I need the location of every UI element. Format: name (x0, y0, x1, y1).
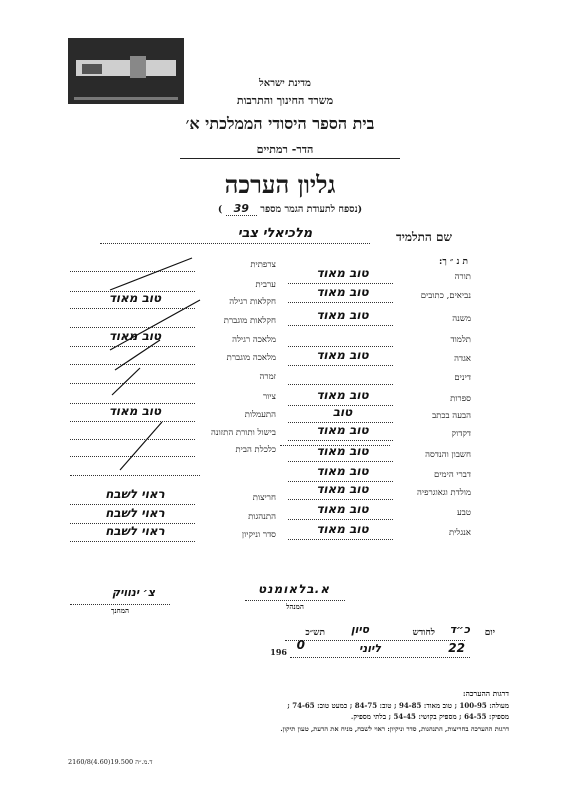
subject-label: תורה (454, 272, 471, 282)
date-year-digit: 0 (296, 638, 305, 652)
legend-line-2: מספיק: 64-55 ; מספיק בקושי: 54-45 ; בלתי מספיק. (350, 712, 509, 721)
grade-value: טוב מאוד (316, 285, 369, 299)
grade-value: טוב מאוד (108, 291, 162, 305)
grade-value: טוב מאוד (316, 444, 369, 458)
date-lachodesh: לחודש (412, 628, 435, 638)
principal-signature: א.בלאומנט (258, 582, 330, 596)
grade-value: טוב מאוד (316, 522, 369, 536)
subject-label: סדר וניקיון (241, 530, 276, 540)
subtitle-end: ) (217, 204, 223, 215)
date-line-2 (290, 657, 470, 658)
educator-line (70, 604, 170, 605)
educator-label: המחנך (110, 606, 130, 615)
student-label: שם התלמיד (395, 230, 452, 244)
grade-value: טוב (332, 405, 353, 419)
subject-label: משנה (452, 314, 471, 324)
subject-label: ערבית (255, 280, 276, 290)
subject-label: מולדת וגאוגרפיה (417, 488, 471, 498)
subject-label: אנגלית (448, 528, 471, 538)
legend-line-1: מעולה: 100-95 ; טוב מאוד: 94-85 ; טוב: 84-75 ; כמעט טוב: 74-65 ; (287, 701, 509, 710)
grade-value: ראוי לשבח (105, 524, 165, 538)
student-name: מלכיאלי צבי (237, 226, 313, 241)
principal-line (245, 600, 345, 601)
grade-value: טוב מאוד (316, 388, 369, 402)
legend-line-3: דרגות ההערכה בחריצות, התנהגות, סדר וניקיון: ראוי לשבח, מניח את הדעת, טעון תיקון. (280, 725, 509, 733)
subject-label: דינים (454, 373, 471, 383)
subject-label: חריצות (252, 493, 276, 503)
subject-label: ספרות (450, 394, 471, 404)
subject-label: צרפתית (250, 260, 276, 270)
grade-value: ראוי לשבח (105, 506, 165, 520)
subject-label: חקלאות רגילה (229, 297, 276, 307)
date-year-label: תש״כ (305, 628, 325, 638)
date-yom: יום (484, 628, 495, 638)
school-address: הדר- רמתיים (256, 143, 314, 156)
grade-value: טוב מאוד (316, 502, 369, 516)
subject-label: דברי הימים (434, 470, 471, 480)
subject-label: הבעה בכתב (432, 411, 471, 421)
grade-value: טוב מאוד (316, 482, 369, 496)
grade-value: טוב מאוד (316, 308, 369, 322)
grade-value: ראוי לשבח (105, 487, 165, 501)
subject-label: התעמלות (244, 410, 276, 420)
subject-label: תלמוד (450, 335, 471, 345)
document-title: גליון הערכה (224, 170, 336, 199)
grade-value: טוב מאוד (316, 423, 369, 437)
date-month-hebrew: סיון (350, 623, 370, 636)
certificate-number: 39 (226, 202, 257, 216)
subject-label: טבע (456, 508, 471, 518)
grade-value: טוב מאוד (316, 464, 369, 478)
subtitle-text: (נספח לתעודת הגמר מספר (260, 204, 363, 215)
subject-label: בישול ותורת התזונה (210, 428, 276, 438)
print-code: 2160/8(4.60)19.500 ד.מ.״ה (68, 758, 153, 766)
subject-label: מלאכה רגילה (232, 335, 276, 345)
grade-value: טוב מאוד (316, 266, 369, 280)
subject-label: חשבון והנדסה (425, 450, 471, 460)
subject-label: ציור (262, 392, 276, 402)
subject-label: אגדה (454, 354, 471, 364)
date-year-prefix: 196 (270, 647, 287, 657)
subject-label: מלאכה מוגברת (226, 353, 276, 363)
educator-signature: צ׳ ינוויק (111, 586, 155, 599)
tanakh-heading: ת נ ״ ך: (439, 257, 468, 267)
subject-label: חקלאות מוגברת (223, 316, 276, 326)
subject-label: כלכלת הבית (235, 445, 276, 455)
date-day-greg: 22 (448, 641, 465, 655)
subject-label: זמרה (259, 372, 276, 382)
principal-label: המנהל (286, 602, 304, 611)
date-day-hebrew: כ״ד (449, 623, 470, 636)
subject-label: התנהגות (248, 512, 276, 522)
school-name: בית הספר היסודי הממלכתי א׳ (185, 114, 375, 133)
country-name: מדינת ישראל (259, 78, 311, 89)
subject-label: נביאים, כתובים (420, 291, 471, 301)
grade-value: טוב מאוד (108, 329, 162, 343)
date-month-greg: ליוני (359, 642, 381, 655)
ministry-name: משרד החינוך והתרבות (236, 94, 334, 107)
grade-value: טוב מאוד (108, 404, 162, 418)
subject-label: דקדוק (451, 429, 471, 439)
grade-value: טוב מאוד (316, 348, 369, 362)
legend-heading: דרגות ההערכה: (462, 689, 509, 698)
